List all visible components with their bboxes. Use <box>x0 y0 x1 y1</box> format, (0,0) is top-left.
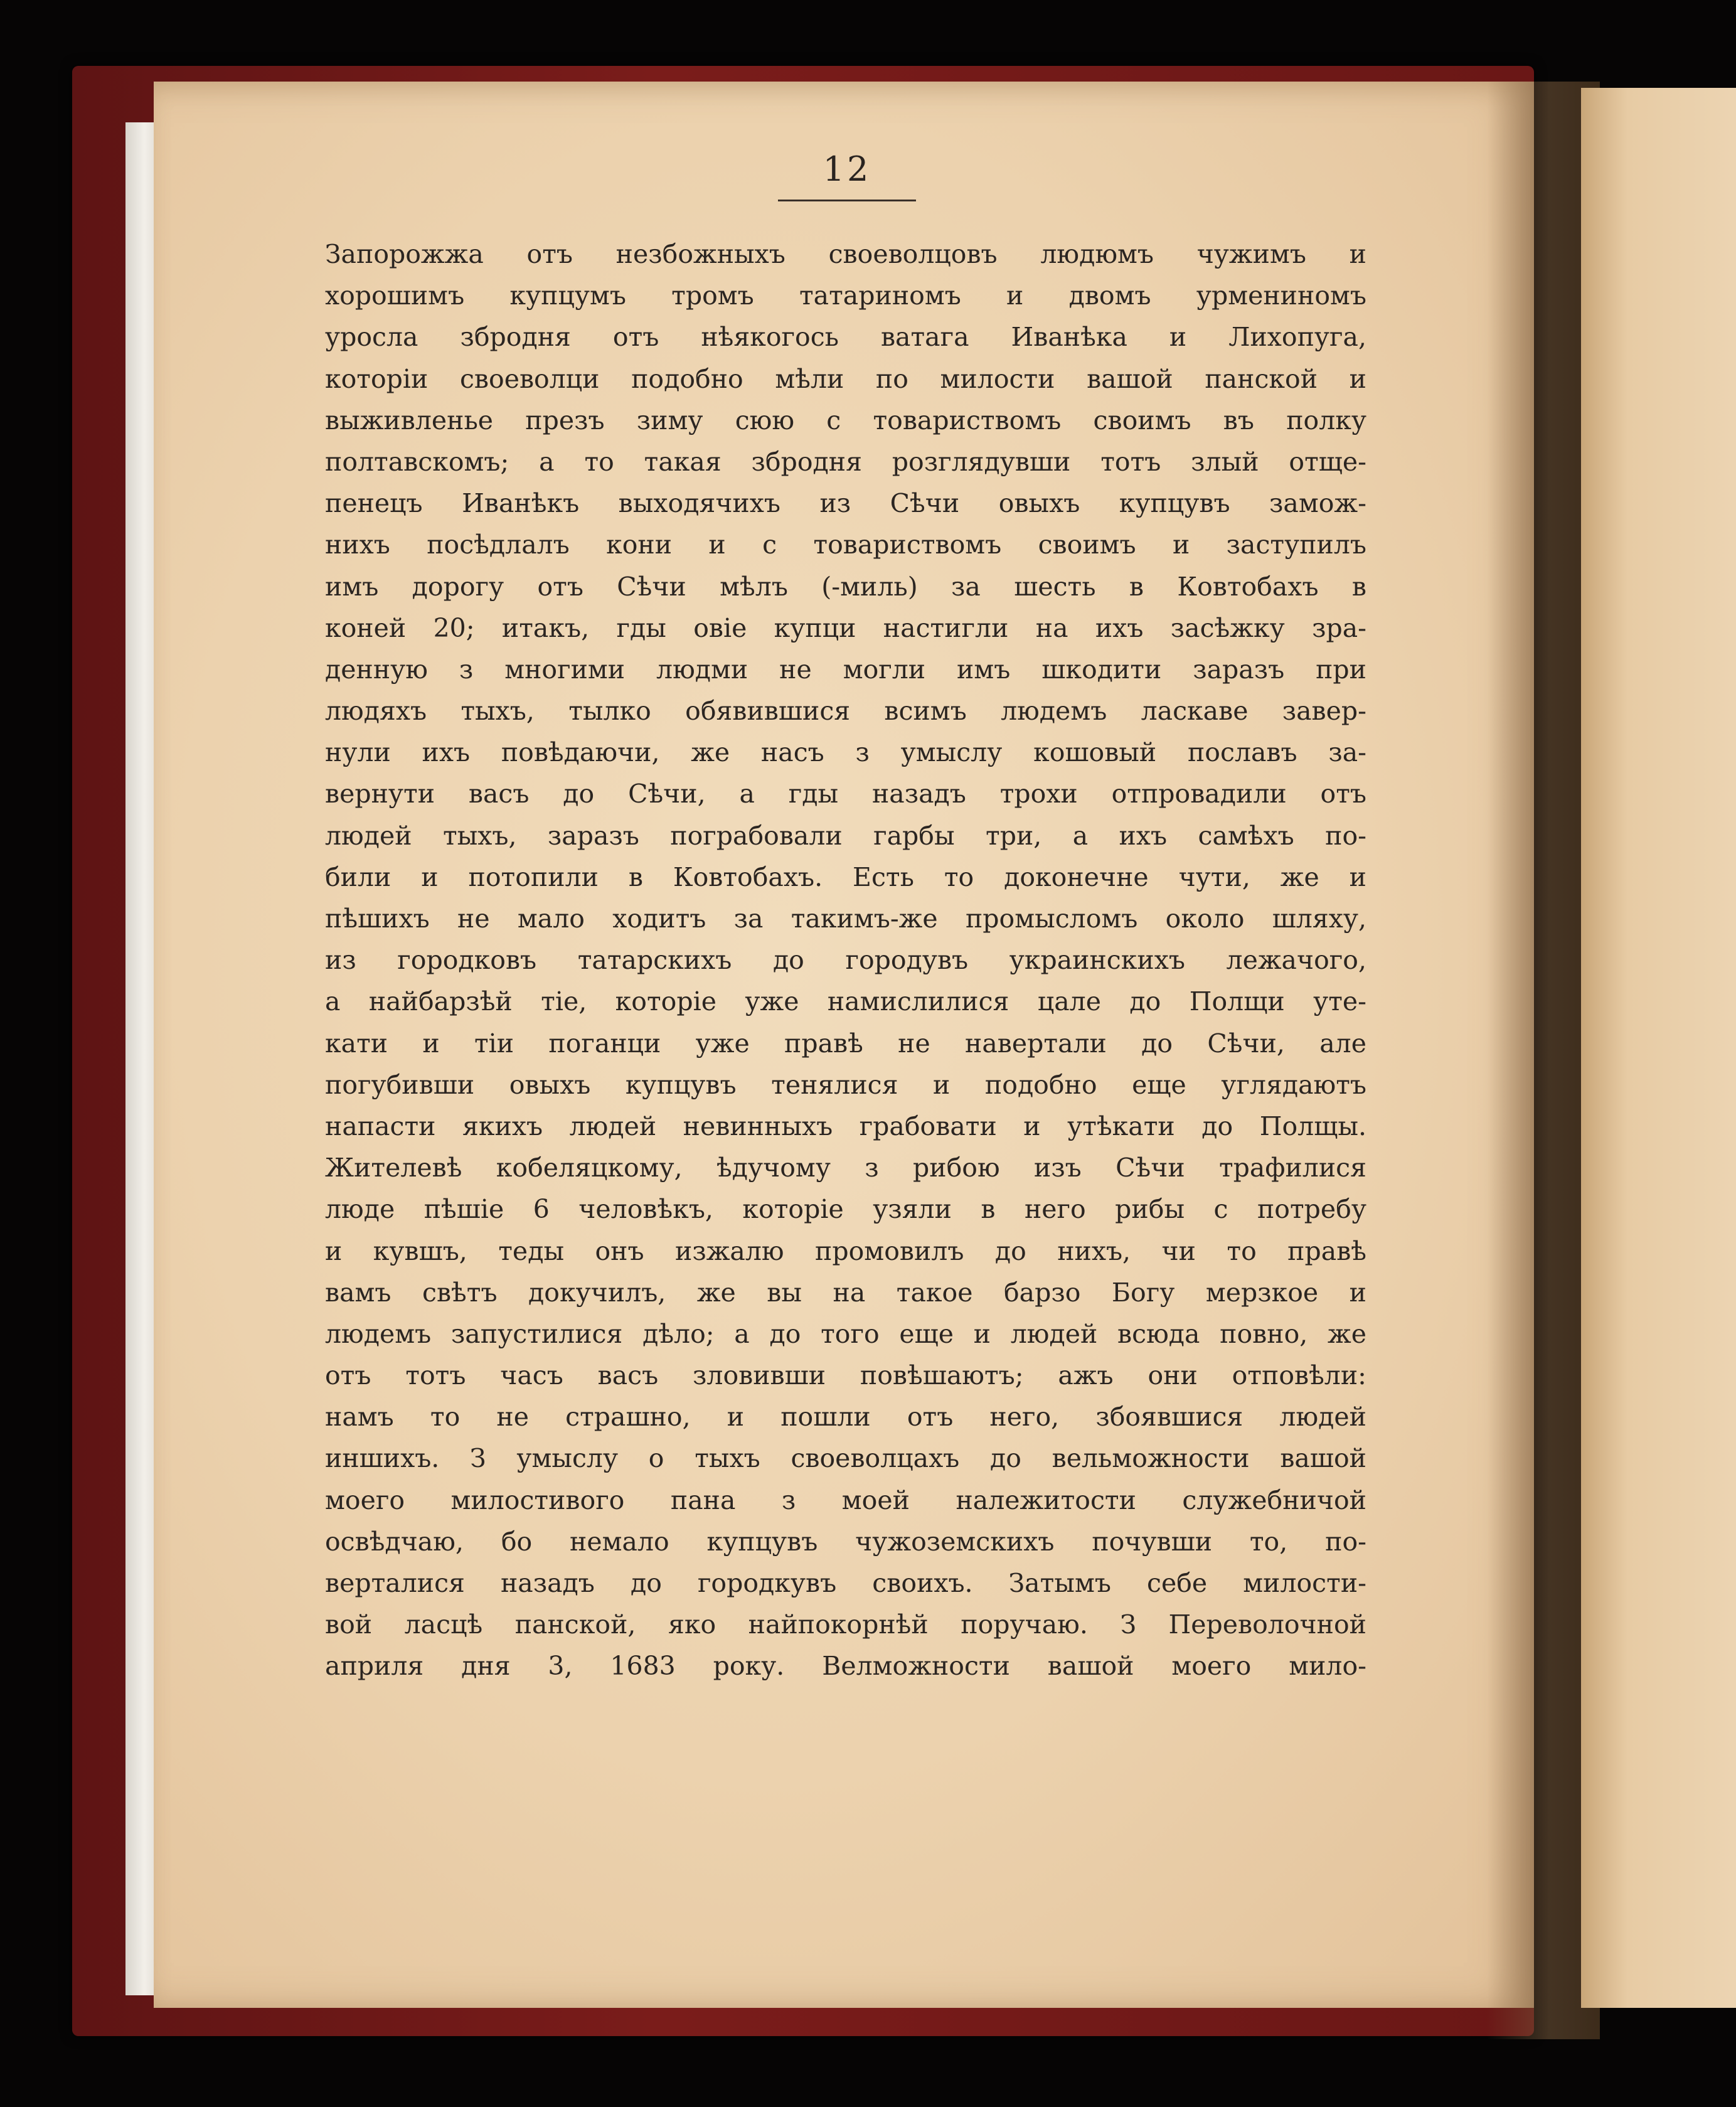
text-line: иншихъ. З умыслу о тыхъ своеволцахъ до вельможности вашой <box>325 1443 1366 1474</box>
text-line: людемъ запустилися дѣло; а до того еще и людей всюда повно, же <box>325 1318 1366 1349</box>
page-number: 12 <box>823 149 871 189</box>
text-line: пенецъ Иванѣкъ выходячихъ из Сѣчи овыхъ купцувъ замож- <box>325 488 1366 519</box>
text-line: погубивши овыхъ купцувъ тенялися и подобно еще углядаютъ <box>325 1069 1366 1100</box>
text-line: вой ласцѣ панской, яко найпокорнѣй поручаю. З Переволочной <box>325 1609 1366 1640</box>
text-line: полтавскомъ; а то такая збродня розглядувши тотъ злый отще- <box>325 446 1366 477</box>
text-line: которіи своеволци подобно мѣли по милости вашой панской и <box>325 363 1366 394</box>
page-number-rule <box>778 200 916 201</box>
text-line: били и потопили в Ковтобахъ. Есть то доконечне чути, же и <box>325 861 1366 892</box>
text-line: денную з многими людми не могли имъ шкодити заразъ при <box>325 654 1366 685</box>
facing-page <box>1581 88 1736 2008</box>
text-line: освѣдчаю, бо немало купцувъ чужоземскихъ почувши то, по- <box>325 1526 1366 1557</box>
text-line: напасти якихъ людей невинныхъ грабовати и утѣкати до Полщы. <box>325 1111 1366 1141</box>
text-line: людяхъ тыхъ, тылко обявившися всимъ людемъ ласкаве завер- <box>325 696 1366 727</box>
text-line: вамъ свѣтъ докучилъ, же вы на такое барзо Богу мерзкое и <box>325 1277 1366 1308</box>
text-line: моего милостивого пана з моей належитости служебничой <box>325 1485 1366 1515</box>
text-line: из городковъ татарскихъ до городувъ украинскихъ лежачого, <box>325 945 1366 976</box>
text-line: намъ то не страшно, и пошли отъ него, збоявшися людей <box>325 1402 1366 1432</box>
text-line: нихъ посѣдлалъ кони и с товариствомъ своимъ и заступилъ <box>325 530 1366 560</box>
text-line: а найбарзѣй тіе, которіе уже намислилися цале до Полщи уте- <box>325 986 1366 1017</box>
text-line: отъ тотъ часъ васъ зловивши повѣшаютъ; ажъ они отповѣли: <box>325 1360 1366 1391</box>
text-line: выживленье презъ зиму сюю с товариствомъ своимъ въ полку <box>325 405 1366 435</box>
text-line: людей тыхъ, заразъ пограбовали гарбы три, а ихъ самѣхъ по- <box>325 820 1366 851</box>
text-line: Запорожжа отъ незбожныхъ своеволцовъ людюмъ чужимъ и <box>325 239 1366 269</box>
body-text <box>325 233 1366 1687</box>
text-line: имъ дорогу отъ Сѣчи мѣлъ (-миль) за шесть в Ковтобахъ в <box>325 571 1366 602</box>
text-line: хорошимъ купцумъ тромъ татариномъ и двомъ урмениномъ <box>325 280 1366 311</box>
text-line: люде пѣшіе 6 человѣкъ, которіе узяли в него рибы с потребу <box>325 1194 1366 1225</box>
text-line: уросла збродня отъ нѣякогось ватага Иванѣка и Лихопуга, <box>325 322 1366 353</box>
text-line: пѣшихъ не мало ходитъ за такимъ-же промысломъ около шляху, <box>325 904 1366 934</box>
text-line: коней 20; итакъ, гды овіе купци настигли на ихъ засѣжку зра- <box>325 612 1366 643</box>
text-line: кати и тіи поганци уже правѣ не навертали до Сѣчи, але <box>325 1028 1366 1059</box>
text-line: вернути васъ до Сѣчи, а гды назадъ трохи отпровадили отъ <box>325 779 1366 809</box>
text-line: Жителевѣ кобеляцкому, ѣдучому з рибою изъ Сѣчи трафилися <box>325 1153 1366 1183</box>
text-line: и кувшъ, теды онъ изжалю промовилъ до нихъ, чи то правѣ <box>325 1235 1366 1266</box>
text-line: нули ихъ повѣдаючи, же насъ з умыслу кошовый пославъ за- <box>325 737 1366 768</box>
text-line: априля дня 3, 1683 року. Велможности вашой моего мило- <box>325 1651 1366 1682</box>
text-line: верталися назадъ до городкувъ своихъ. Затымъ себе милости- <box>325 1568 1366 1598</box>
